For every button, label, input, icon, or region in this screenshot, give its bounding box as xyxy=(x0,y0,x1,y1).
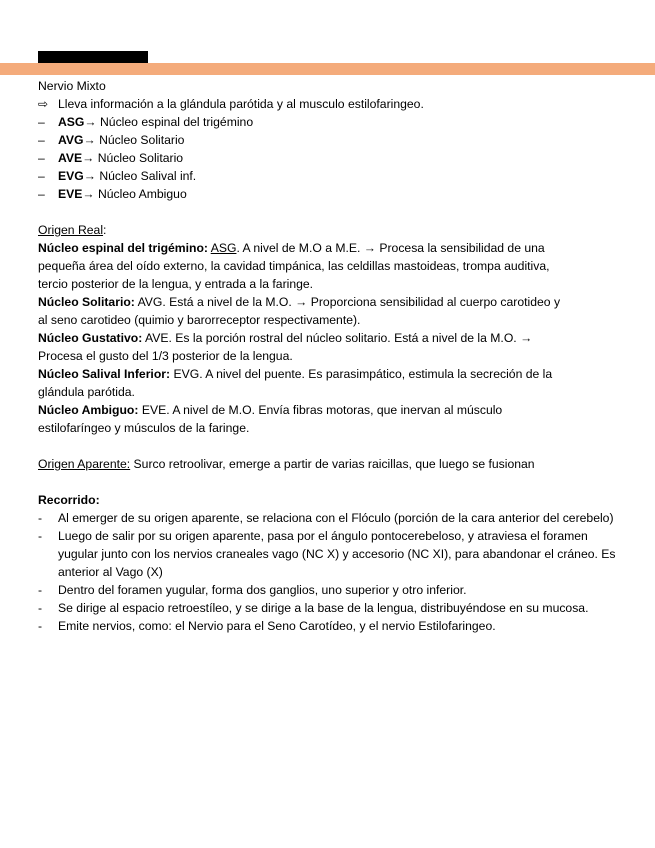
component-type: ASG xyxy=(58,115,85,129)
nucleo-solitario-paragraph xyxy=(38,293,623,329)
component-type: EVG xyxy=(58,169,84,183)
component-item xyxy=(38,113,623,131)
arrow-icon: → xyxy=(82,187,98,201)
recorrido-list xyxy=(38,509,623,635)
nucleo-gustativo-text1: AVE. Es la porción rostral del núcleo solitario. Está a nivel de la M.O. → xyxy=(145,331,533,345)
document-body xyxy=(38,77,623,635)
component-desc: Núcleo Salival inf. xyxy=(99,169,197,183)
nucleo-ambiguo-paragraph xyxy=(38,401,623,437)
nucleo-espinal-text2: pequeña área del oído externo, la cavidad timpánica, las celdillas mastoideas, trompa auditiva, xyxy=(38,259,550,273)
intro-item xyxy=(38,95,623,113)
component-item xyxy=(38,131,623,149)
component-item xyxy=(38,167,623,185)
nucleo-gustativo-label: Núcleo Gustativo: xyxy=(38,331,143,345)
intro-text: Lleva información a la glándula parótida y al musculo estilofaringeo. xyxy=(58,97,424,111)
nucleo-espinal-paragraph xyxy=(38,239,623,293)
dash-bullet: – xyxy=(38,115,45,129)
origen-real-heading-line: Origen Real: xyxy=(38,223,107,237)
nucleo-solitario-text1: AVG. Está a nivel de la M.O. → Proporciona sensibilidad al cuerpo carotideo y xyxy=(137,295,561,309)
nucleo-ambiguo-label: Núcleo Ambiguo: xyxy=(38,403,139,417)
dash-bullet: – xyxy=(38,169,45,183)
component-type: EVE xyxy=(58,187,83,201)
recorrido-item-text: Al emerger de su origen aparente, se relaciona con el Flóculo (porción de la cara anterior del cerebelo) xyxy=(58,511,614,525)
recorrido-item-text: Dentro del foramen yugular, forma dos ganglios, uno superior y otro inferior. xyxy=(58,583,467,597)
arrow-icon: → xyxy=(83,133,100,147)
recorrido-heading: Recorrido: xyxy=(38,493,100,507)
dash-bullet: - xyxy=(38,619,43,633)
dash-bullet: – xyxy=(38,133,45,147)
header-orange-band xyxy=(0,63,655,75)
nucleo-espinal-text3: tercio posterior de la lengua, y entrada a la faringe. xyxy=(38,277,314,291)
component-desc: Núcleo Ambiguo xyxy=(97,187,187,201)
component-type: AVG xyxy=(58,133,84,147)
dash-bullet: - xyxy=(38,529,43,543)
dash-bullet: – xyxy=(38,151,45,165)
doc-title: Nervio Mixto xyxy=(38,79,106,93)
nucleo-ambiguo-text2: estilofaríngeo y músculos de la faringe. xyxy=(38,421,250,435)
recorrido-item xyxy=(38,599,623,617)
arrow-icon: → xyxy=(83,169,100,183)
nucleo-espinal-text1: . A nivel de M.O a M.E. → Procesa la sensibilidad de una xyxy=(236,241,545,255)
component-desc: Núcleo espinal del trigémino xyxy=(100,115,254,129)
dash-bullet: - xyxy=(38,583,43,597)
origen-aparente-heading: Origen Aparente: xyxy=(38,457,131,471)
components-list xyxy=(38,113,623,203)
component-type: AVE xyxy=(58,151,83,165)
nucleo-salival-label: Núcleo Salival Inferior: xyxy=(38,367,171,381)
nucleo-solitario-label: Núcleo Solitario: xyxy=(38,295,135,309)
arrow-icon: → xyxy=(84,115,100,129)
nucleo-solitario-text2: al seno carotideo (quimio y barorreceptor respectivamente). xyxy=(38,313,361,327)
component-desc: Núcleo Solitario xyxy=(97,151,184,165)
arrow-bullet-icon: ⇨ xyxy=(38,97,49,111)
recorrido-item xyxy=(38,527,623,581)
component-item xyxy=(38,185,623,203)
nucleo-espinal-type: ASG xyxy=(210,241,237,255)
nucleo-ambiguo-text1: EVE. A nivel de M.O. Envía fibras motoras, que inervan al músculo xyxy=(141,403,503,417)
recorrido-item xyxy=(38,509,623,527)
nucleo-salival-paragraph xyxy=(38,365,623,401)
origen-aparente-text: Surco retroolivar, emerge a partir de varias raicillas, que luego se fusionan xyxy=(133,457,535,471)
dash-bullet: - xyxy=(38,511,43,525)
recorrido-item-text: Se dirige al espacio retroestíleo, y se dirige a la base de la lengua, distribuyéndose en su mucosa. xyxy=(58,601,589,615)
component-desc: Núcleo Solitario xyxy=(99,133,185,147)
nucleo-salival-text2: glándula parótida. xyxy=(38,385,135,399)
nucleo-espinal-label: Núcleo espinal del trigémino: xyxy=(38,241,208,255)
recorrido-item xyxy=(38,617,623,635)
recorrido-item xyxy=(38,581,623,599)
nucleo-gustativo-paragraph xyxy=(38,329,623,365)
arrow-icon: → xyxy=(82,151,98,165)
nucleo-gustativo-text2: Procesa el gusto del 1/3 posterior de la lengua. xyxy=(38,349,293,363)
dash-bullet: – xyxy=(38,187,45,201)
recorrido-item-text: Emite nervios, como: el Nervio para el Seno Carotídeo, y el nervio Estilofaringeo. xyxy=(58,619,496,633)
component-item xyxy=(38,149,623,167)
nucleo-salival-text1: EVG. A nivel del puente. Es parasimpático, estimula la secreción de la xyxy=(173,367,553,381)
recorrido-item-text: Luego de salir por su origen aparente, pasa por el ángulo pontocerebeloso, y atraviesa el foramen yugular junto con los nervios craneales vago (NC X) y accesorio (NC XI), para abandonar el cráneo. Es anterior al Vago (X) xyxy=(58,529,616,579)
header-black-block xyxy=(38,51,148,63)
origen-aparente-line xyxy=(38,455,623,473)
dash-bullet: - xyxy=(38,601,43,615)
origen-real-heading: Origen Real xyxy=(38,223,104,237)
